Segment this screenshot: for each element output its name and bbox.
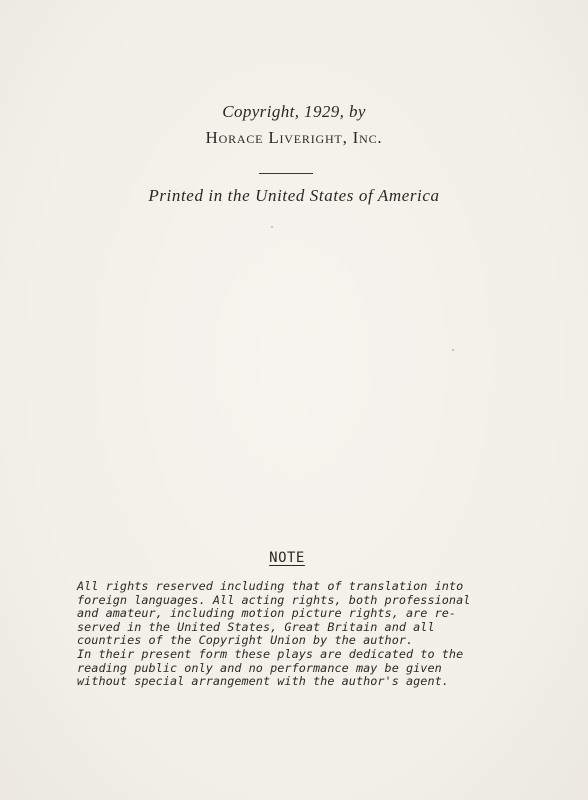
note-line: without special arrangement with the author's agent.	[77, 674, 449, 689]
note-line: served in the United States, Great Britain and all	[77, 619, 435, 634]
note-heading: NOTE	[269, 550, 305, 566]
printed-in-line: Printed in the United States of America	[148, 186, 440, 205]
divider-rule	[259, 173, 313, 174]
note-line: All rights reserved including that of translation into	[77, 579, 464, 593]
note-line: reading public only and no performance may be given	[77, 660, 442, 675]
note-body	[77, 580, 497, 689]
publisher-name: Horace Liveright, Inc.	[205, 128, 383, 147]
paper-speck	[452, 349, 454, 351]
note-line: In their present form these plays are dedicated to the	[77, 646, 464, 661]
note-line: countries of the Copyright Union by the author.	[77, 633, 414, 648]
copyright-line: Copyright, 1929, by	[222, 102, 366, 121]
paper-speck	[271, 226, 273, 228]
note-line: foreign languages. All acting rights, both professional	[77, 592, 471, 607]
note-line: and amateur, including motion picture rights, are re-	[77, 606, 457, 621]
